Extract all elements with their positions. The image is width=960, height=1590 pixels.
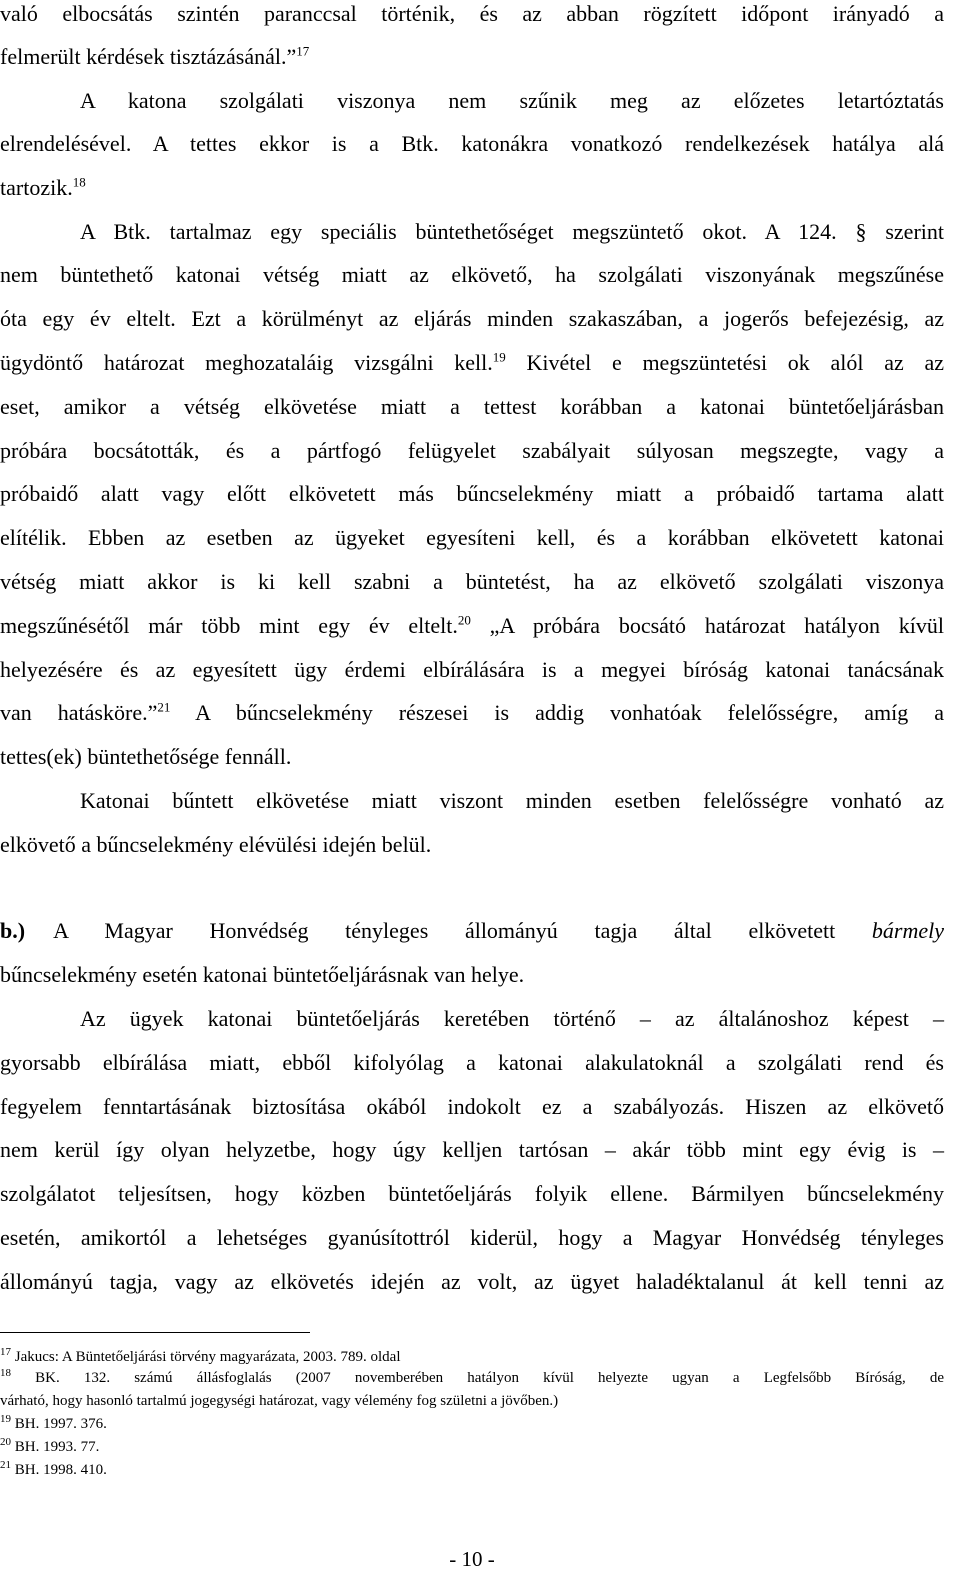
body-line: tettes(ek) büntethetősége fennáll. [0,744,292,769]
body-text: A Magyar Honvédség tényleges állományú tagja által elkövetett [53,918,836,943]
body-text: megszűnésétől már több mint egy év eltelt. [0,613,458,638]
footnote [0,1369,944,1387]
footnote-number: 20 [0,1436,11,1448]
body-line [0,700,944,726]
body-line [0,175,86,201]
body-line: szolgálatot teljesítsen, hogy közben büntetőeljárás folyik ellene. Bármilyen bűncselekmény [0,1181,944,1206]
body-line: Az ügyek katonai büntetőeljárás keretében történő – az általánoshoz képest – [80,1006,944,1031]
body-text: A bűncselekmény részesei is addig vonhatóak felelősségre, amíg a [170,700,944,725]
body-text: tartozik. [0,175,73,200]
body-text: felmerült kérdések tisztázásánál.” [0,44,297,69]
footnote [0,1415,107,1433]
footnote-text: Jakucs: A Büntetőeljárási törvény magyarázata, 2003. 789. oldal [11,1349,401,1365]
body-line: próbaidő alatt vagy előtt elkövetett más bűncselekmény miatt a próbaidő tartama alatt [0,481,944,506]
footnote-text: BH. 1997. 376. [11,1416,107,1432]
body-line: próbára bocsátották, és a pártfogó felügyelet szabályait súlyosan megszegte, vagy a [0,438,944,463]
footnote-text: BK. 132. számú állásfoglalás (2007 novemberében hatályon kívül helyezte ugyan a Legfelsőbb Bíróság, de [11,1370,944,1386]
body-line: esetén, amikortól a lehetséges gyanúsítottról kiderül, hogy a Magyar Honvédség tényleges [0,1225,944,1250]
emphasis-text: bármely [871,918,944,943]
body-line: Katonai bűntett elkövetése miatt viszont minden esetben felelősségre vonható az [80,788,944,813]
body-line [0,350,944,376]
section-heading-line [0,918,944,944]
footnote [0,1461,107,1479]
body-line [0,613,944,639]
body-text: ügydöntő határozat meghozataláig vizsgálni kell. [0,350,493,375]
footnote-text: BH. 1993. 77. [11,1439,100,1455]
body-line: elkövető a bűncselekmény elévülési idején belül. [0,832,432,857]
body-line: nem büntethető katonai vétség miatt az elkövető, ha szolgálati viszonyának megszűnése [0,262,944,287]
body-line: elrendelésével. A tettes ekkor is a Btk. katonákra vonatkozó rendelkezések hatálya alá [0,131,944,156]
body-line: való elbocsátás szintén paranccsal történik, és az abban rögzített időpont irányadó a [0,1,944,26]
footnote [0,1348,400,1366]
body-text: „A próbára bocsátó határozat hatályon kívül [470,613,944,638]
body-line: fegyelem fenntartásának biztosítása okából indokolt ez a szabályozás. Hiszen az elkövető [0,1094,944,1119]
body-line: elítélik. Ebben az esetben az ügyeket egyesíteni kell, és a korábban elkövetett katonai [0,525,944,550]
footnote-ref: 17 [296,43,310,59]
footnote-text: BH. 1998. 410. [11,1462,107,1478]
body-line: óta egy év eltelt. Ezt a körülményt az eljárás minden szakaszában, a jogerős befejezésig, az [0,306,944,331]
footnote [0,1438,99,1456]
footnote-number: 17 [0,1346,11,1358]
page-number: - 10 - [449,1547,495,1571]
footnote-ref: 19 [492,349,506,365]
body-line: állományú tagja, vagy az elkövetés idején az volt, az ügyet haladéktalanul át kell tenni az [0,1269,944,1294]
body-line: vétség miatt akkor is ki kell szabni a büntetést, ha az elkövető szolgálati viszonya [0,569,944,594]
footnote-ref: 21 [157,699,171,715]
body-line [0,44,309,70]
footnote-number: 18 [0,1367,11,1379]
body-line: nem kerül így olyan helyzetbe, hogy úgy kelljen tartósan – akár több mint egy évig is – [0,1137,944,1162]
section-label: b.) [0,918,26,943]
footnote-number: 19 [0,1413,11,1425]
body-line: helyezésére és az egyesített ügy érdemi elbírálására is a megyei bíróság katonai tanácsának [0,657,944,682]
body-text: van hatásköre.” [0,700,158,725]
footnote-number: 21 [0,1459,11,1471]
body-line: gyorsabb elbírálása miatt, ebből kifolyólag a katonai alakulatoknál a szolgálati rend és [0,1050,944,1075]
body-line: A Btk. tartalmaz egy speciális büntethetőséget megszüntető okot. A 124. § szerint [80,219,944,244]
body-line: eset, amikor a vétség elkövetése miatt a tettest korábban a katonai büntetőeljárásban [0,394,944,419]
body-text: Kivétel e megszüntetési ok alól az az [505,350,944,375]
body-line: A katona szolgálati viszonya nem szűnik meg az előzetes letartóztatás [80,88,944,113]
body-line: bűncselekmény esetén katonai büntetőeljárásnak van helye. [0,962,525,987]
footnote-continuation: várható, hogy hasonló tartalmú jogegységi határozat, vagy vélemény fog születni a jövőben.) [0,1393,559,1409]
footnote-separator [0,1332,310,1333]
footnote-ref: 20 [457,612,471,628]
footnote-ref: 18 [72,174,86,190]
